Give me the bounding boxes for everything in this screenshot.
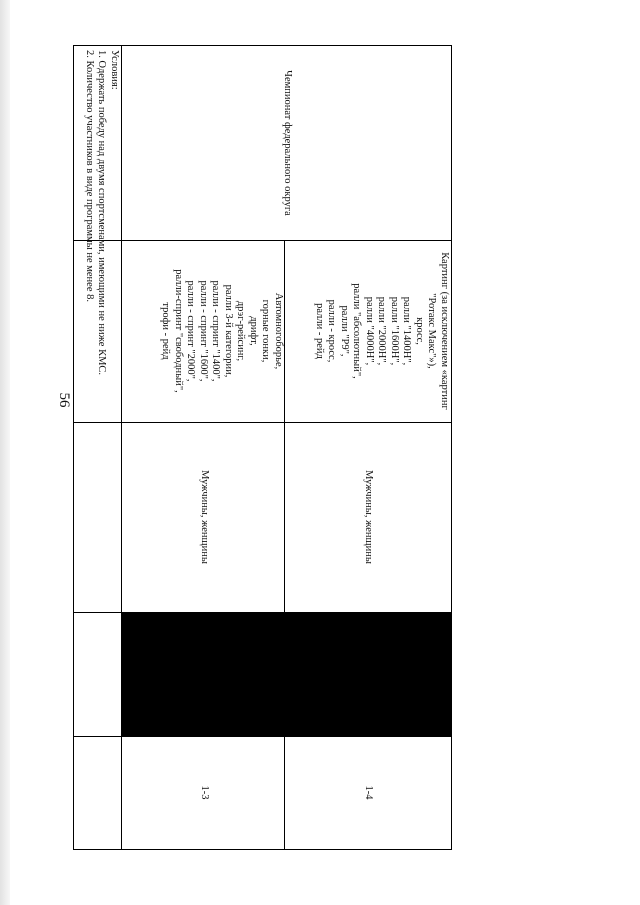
condition-item: 2. Количество участников в виде программы не менее 8. [84, 50, 95, 302]
discipline: ралли "Р9", [339, 305, 350, 357]
discipline: трофи - рейд [160, 302, 172, 360]
discipline: ралли - спринт "1400", [210, 280, 222, 382]
gender-cell-2 [122, 422, 285, 612]
places-text: 1-3 [198, 785, 210, 800]
discipline: кросс, [414, 317, 425, 345]
discipline: ралли "1400Н", [401, 296, 413, 366]
conditions-cell [74, 46, 122, 849]
disciplines-cell-2 [122, 240, 285, 422]
gender-text: Мужчины, женщины [363, 470, 375, 564]
gender-cell-1 [285, 422, 451, 612]
discipline: дрэг-рейсинг, [235, 300, 247, 362]
discipline: ралли "2000Н", [376, 296, 388, 366]
page-number: 56 [56, 392, 72, 408]
places-cell-2 [122, 736, 285, 849]
places-text: 1-4 [363, 785, 375, 800]
discipline: ралли "1600Н", [389, 296, 400, 366]
discipline: ралли - кросс, [326, 299, 338, 363]
discipline: ралли - рейд [314, 303, 325, 359]
discipline: ралли 3-й категории, [223, 284, 234, 378]
conditions-title: Условия: [109, 50, 120, 90]
discipline: Картинг (за исключением «картинг [439, 252, 450, 410]
sports-table [73, 45, 452, 850]
discipline: "Ротакс Макс"»), [426, 293, 438, 369]
competition-cell [122, 46, 451, 240]
discipline: ралли - спринт "1600", [198, 280, 209, 382]
discipline: дрифт, [248, 316, 259, 346]
discipline: Автомногоборье, [273, 292, 284, 370]
discipline: ралли - спринт "2000", [185, 280, 197, 382]
discipline: ралли "4000Н", [364, 296, 375, 366]
condition-item: 1. Одержать победу над двумя спортсменами, имеющими не ниже КМС. [96, 50, 108, 376]
redacted-block [122, 612, 451, 736]
gender-text: Мужчины, женщины [198, 470, 210, 564]
places-cell-1 [285, 736, 451, 849]
discipline: горные гонки, [260, 299, 272, 363]
disciplines-cell-1 [285, 240, 451, 422]
discipline: ралли "абсолютный", [351, 283, 363, 379]
discipline: ралли-спринт "свободный", [173, 269, 184, 393]
competition-name: Чемпионат федерального округа [281, 70, 293, 216]
